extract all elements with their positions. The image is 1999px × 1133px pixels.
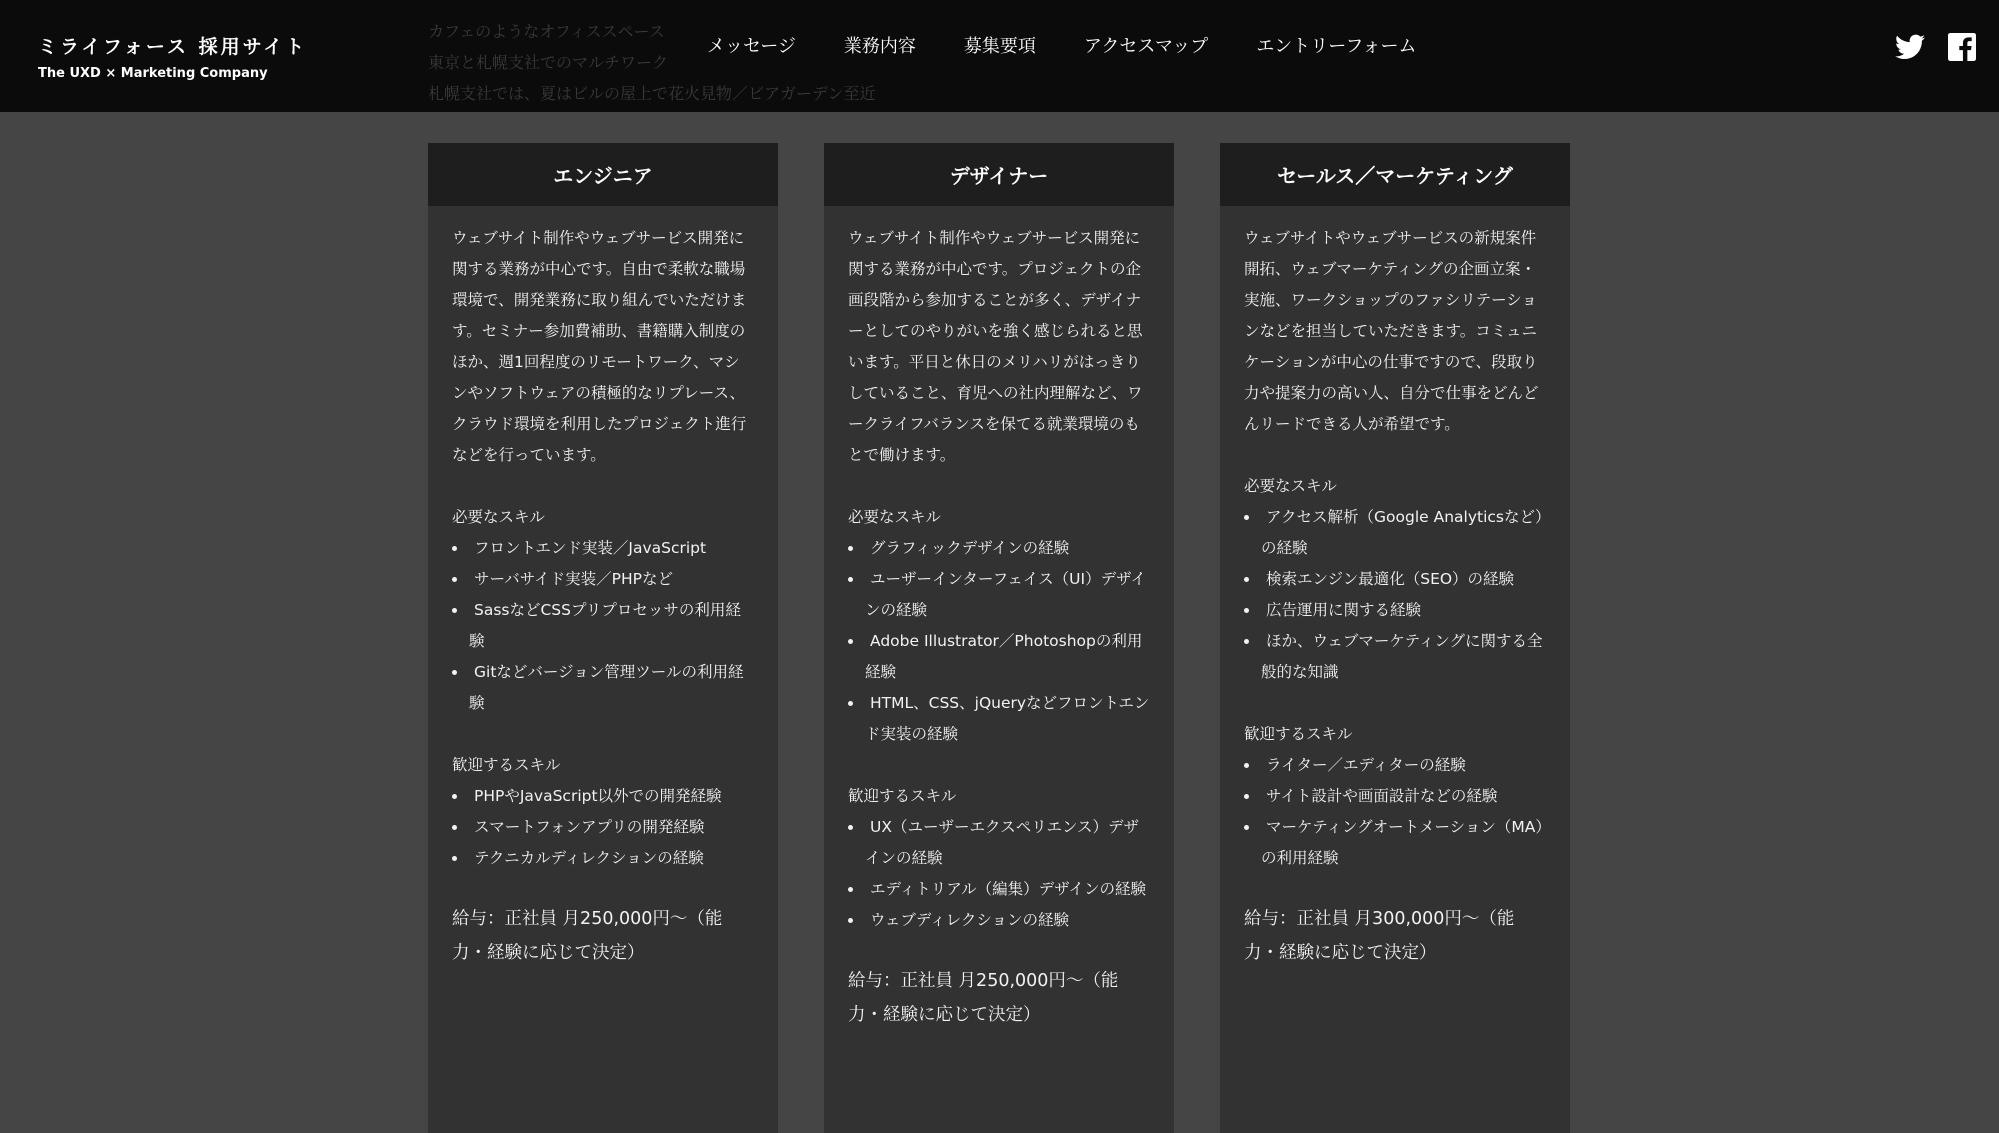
ticker-line: 東京と札幌支社でのマルチワーク [428,53,669,72]
social-links [1873,33,1977,61]
facebook-icon[interactable] [1947,33,1977,61]
nav-item-entry-form[interactable]: エントリーフォーム [1256,36,1417,57]
card-body [824,206,1174,1032]
ticker-line: カフェのようなオフィススペース [428,22,665,41]
header-ticker [428,16,876,109]
list-item: HTML、CSS、jQueryなどフロントエンド実装の経験 [848,688,1150,750]
welcome-skills-list [1244,750,1546,874]
salary-text: 給与：正社員 月250,000円〜（能力・経験に応じて決定） [452,909,723,963]
list-item: PHPやJavaScript以外での開発経験 [452,781,754,812]
nav-item-access-map[interactable]: アクセスマップ [1083,36,1209,57]
card-body [1220,206,1570,970]
list-item: 検索エンジン最適化（SEO）の経験 [1244,564,1546,595]
welcome-skills-title: 歓迎するスキル [848,787,957,805]
list-item: SassなどCSSプリプロセッサの利用経験 [452,595,754,657]
card-description: ウェブサイト制作やウェブサービス開発に関する業務が中心です。自由で柔軟な職場環境で、開発業務に取り組んでいただけます。セミナー参加費補助、書籍購入制度のほか、週1回程度のリモートワーク、マシンやソフトウェアの積極的なリプレース、クラウド環境を利用したプロジェクト進行などを行っています。 [452,229,747,464]
required-skills-list [848,533,1150,750]
list-item: サイト設計や画面設計などの経験 [1244,781,1546,812]
list-item: ユーザーインターフェイス（UI）デザインの経験 [848,564,1150,626]
list-item: Gitなどバージョン管理ツールの利用経験 [452,657,754,719]
welcome-skills-list [848,812,1150,936]
ticker-line: 札幌支社では、夏はビルの屋上で花火見物／ビアガーデン至近 [428,84,876,103]
job-card-designer [824,143,1174,1133]
card-description: ウェブサイトやウェブサービスの新規案件開拓、ウェブマーケティングの企画立案・実施、ワークショップのファシリテーションなどを担当していただきます。コミュニケーションが中心の仕事ですので、段取り力や提案力の高い人、自分で仕事をどんどんリードできる人が希望です。 [1244,229,1539,433]
list-item: ウェブディレクションの経験 [848,905,1150,936]
job-card-engineer [428,143,778,1133]
required-skills-title: 必要なスキル [1244,477,1337,495]
nav-item-business[interactable]: 業務内容 [843,36,916,57]
nav-item-message[interactable]: メッセージ [707,36,796,57]
twitter-icon[interactable] [1895,33,1925,61]
welcome-skills-title: 歓迎するスキル [1244,725,1353,743]
card-description: ウェブサイト制作やウェブサービス開発に関する業務が中心です。プロジェクトの企画段階から参加することが多く、デザイナーとしてのやりがいを強く感じられると思います。平日と休日のメリハリがはっきりしていること、育児への社内理解など、ワークライフバランスを保てる就業環境のもとで働けます。 [848,229,1143,464]
list-item: UX（ユーザーエクスペリエンス）デザインの経験 [848,812,1150,874]
required-skills-list [452,533,754,719]
card-title: エンジニア [428,143,778,206]
required-skills-list [1244,502,1546,688]
job-card-sales-marketing [1220,143,1570,1133]
card-body [428,206,778,970]
list-item: マーケティングオートメーション（MA）の利用経験 [1244,812,1546,874]
welcome-skills-title: 歓迎するスキル [452,756,561,774]
job-cards [428,143,1616,1133]
list-item: スマートフォンアプリの開発経験 [452,812,754,843]
list-item: エディトリアル（編集）デザインの経験 [848,874,1150,905]
list-item: Adobe Illustrator／Photoshopの利用経験 [848,626,1150,688]
list-item: アクセス解析（Google Analyticsなど）の経験 [1244,502,1546,564]
card-title: セールス／マーケティング [1220,143,1570,206]
list-item: サーバサイド実装／PHPなど [452,564,754,595]
card-title: デザイナー [824,143,1174,206]
list-item: グラフィックデザインの経験 [848,533,1150,564]
list-item: ライター／エディターの経験 [1244,750,1546,781]
list-item: テクニカルディレクションの経験 [452,843,754,874]
main-nav [707,33,1465,61]
list-item: ほか、ウェブマーケティングに関する全般的な知識 [1244,626,1546,688]
required-skills-title: 必要なスキル [452,508,545,526]
required-skills-title: 必要なスキル [848,508,941,526]
site-title: ミライフォース 採用サイト [38,36,308,58]
list-item: フロントエンド実装／JavaScript [452,533,754,564]
site-header [0,0,1999,112]
salary-text: 給与：正社員 月250,000円〜（能力・経験に応じて決定） [848,971,1119,1025]
welcome-skills-list [452,781,754,874]
salary-text: 給与：正社員 月300,000円〜（能力・経験に応じて決定） [1244,909,1515,963]
site-logo[interactable] [38,34,307,82]
nav-item-recruitment[interactable]: 募集要項 [963,36,1036,57]
site-subtitle: The UXD × Marketing Company [38,66,268,81]
list-item: 広告運用に関する経験 [1244,595,1546,626]
